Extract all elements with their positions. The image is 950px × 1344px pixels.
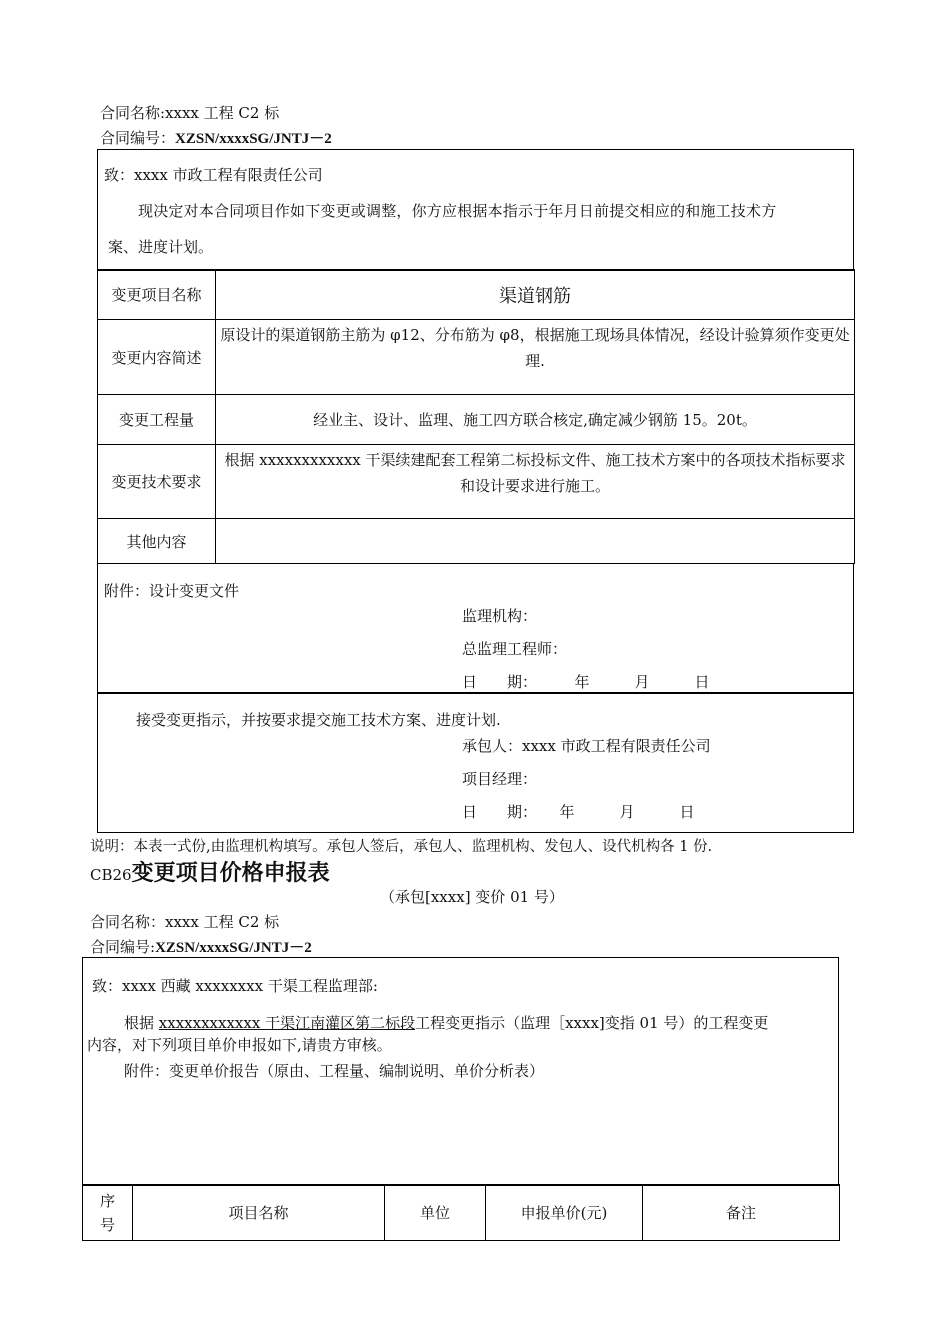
table-row xyxy=(98,320,855,395)
column-header: 项目名称 xyxy=(133,1185,385,1241)
contractor-box xyxy=(97,692,854,833)
contract-name: 合同名称:xxxx 工程 C2 标 xyxy=(100,104,280,122)
attachment: 附件：设计变更文件 xyxy=(104,582,240,600)
chief-engineer: 总监理工程师： xyxy=(462,640,568,658)
addressee: 致：xxxx 西藏 xxxxxxxx 干渠工程监理部: xyxy=(92,977,378,995)
row-label: 变更项目名称 xyxy=(98,270,216,320)
row-label: 变更技术要求 xyxy=(98,445,216,519)
table-row xyxy=(98,395,855,445)
date-line: 日 期： 年 月 日 xyxy=(462,803,695,821)
form-code: CB26 xyxy=(90,866,132,884)
body-line-1 xyxy=(124,1012,768,1033)
contract-number-value: XZSN/xxxxSG/JNTJ－2 xyxy=(175,131,332,147)
column-header: 单位 xyxy=(385,1185,486,1241)
column-header: 申报单价(元) xyxy=(486,1185,643,1241)
attachment: 附件：变更单价报告（原由、工程量、编制说明、单价分析表） xyxy=(124,1062,545,1080)
date-line: 日 期： 年 月 日 xyxy=(462,673,710,691)
contract-number-label: 合同编号: xyxy=(90,938,156,956)
row-value: 根据 xxxxxxxxxxxx 干渠续建配套工程第二标投标文件、施工技术方案中的各项技术指标要求和设计要求进行施工。 xyxy=(216,445,855,519)
row-label: 其他内容 xyxy=(98,519,216,564)
supervisor-box xyxy=(97,563,854,694)
contract-number xyxy=(100,127,332,148)
price-request-box xyxy=(82,957,839,1186)
row-label: 变更内容简述 xyxy=(98,320,216,395)
body-rest: 工程变更指示（监理［xxxx]变指 01 号）的工程变更 xyxy=(415,1014,769,1032)
column-header: 序号 xyxy=(83,1185,133,1241)
contract-number-value: XZSN/xxxxSG/JNTJ－2 xyxy=(155,940,312,956)
price-table xyxy=(82,1184,840,1241)
change-table xyxy=(97,269,855,564)
table-row xyxy=(98,270,855,320)
table-row xyxy=(98,445,855,519)
supervisor-org: 监理机构： xyxy=(462,607,538,625)
subtitle: （承包[xxxx] 变价 01 号） xyxy=(380,888,564,906)
body-underlined: xxxxxxxxxxxx 干渠江南灌区第二标段 xyxy=(158,1014,416,1032)
row-value: 原设计的渠道钢筋主筋为 φ12、分布筋为 φ8，根据施工现场具体情况，经设计验算须作变更处理. xyxy=(216,320,855,395)
body-line-2: 内容，对下列项目单价申报如下,请贵方审核。 xyxy=(87,1036,392,1054)
contractor: 承包人：xxxx 市政工程有限责任公司 xyxy=(462,737,711,755)
table-row xyxy=(98,519,855,564)
body-prefix: 根据 xyxy=(124,1014,159,1032)
project-manager: 项目经理： xyxy=(462,770,538,788)
table-header-row xyxy=(83,1185,840,1241)
row-value: 渠道钢筋 xyxy=(216,270,855,320)
row-value xyxy=(216,519,855,564)
column-header: 备注 xyxy=(643,1185,840,1241)
form-title xyxy=(90,856,330,887)
row-value: 经业主、设计、监理、施工四方联合核定,确定减少钢筋 15。20t。 xyxy=(216,395,855,445)
page-title: 变更项目价格申报表 xyxy=(131,861,330,886)
addressee: 致：xxxx 市政工程有限责任公司 xyxy=(104,166,323,184)
intro-line-1: 现决定对本合同项目作如下变更或调整，你方应根据本指示于年月日前提交相应的和施工技术方 xyxy=(138,202,777,220)
intro-line-2: 案、进度计划。 xyxy=(108,238,214,256)
contract-number-label: 合同编号： xyxy=(100,129,176,147)
contract-number xyxy=(90,936,312,957)
accept-text: 接受变更指示，并按要求提交施工技术方案、进度计划. xyxy=(136,711,501,729)
contract-name: 合同名称：xxxx 工程 C2 标 xyxy=(90,913,280,931)
instruction-box xyxy=(97,149,854,271)
row-label: 变更工程量 xyxy=(98,395,216,445)
note: 说明：本表一式份,由监理机构填写。承包人签后，承包人、监理机构、发包人、设代机构各 1 份. xyxy=(90,839,713,855)
